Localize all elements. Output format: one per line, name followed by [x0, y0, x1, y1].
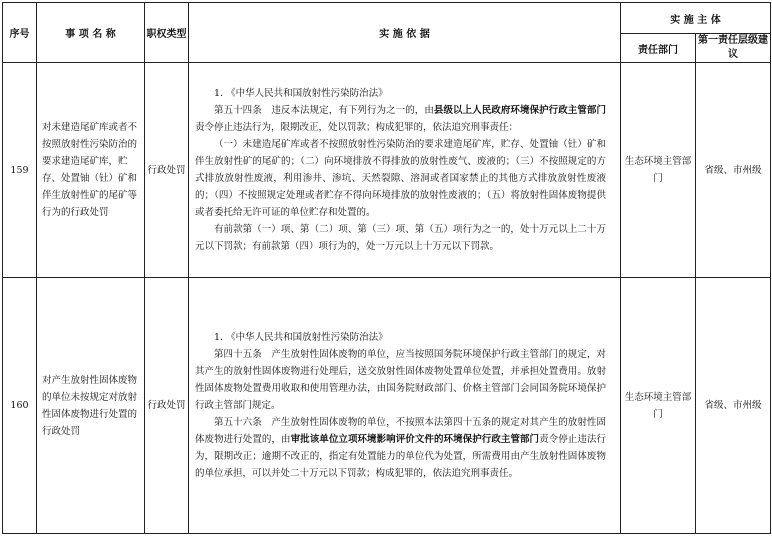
basis-law-title: 1. 《中华人民共和国放射性污染防治法》 [214, 88, 388, 99]
row-level: 省级、市州级 [696, 63, 771, 278]
row-basis [189, 278, 621, 534]
basis-article: 第四十五条 产生放射性固体废物的单位，应当按照国务院环境保护行政主管部门的规定，对其产生的放射性固体废物进行处理后，送交放射性固体废物处置单位处置，并承担处置费用。放射性固体废物处置费用收取和使用管理办法，由国务院财政部门、价格主管部门会同国务院环境保护行政主管部门规定。 [195, 349, 606, 411]
header-basis: 实 施 依 据 [189, 3, 621, 63]
row-authority-type: 行政处罚 [145, 278, 189, 534]
basis-law-title: 1. 《中华人民共和国放射性污染防治法》 [214, 332, 388, 343]
table-row [3, 278, 771, 534]
authority-table [2, 2, 771, 534]
row-level: 省级、市州级 [696, 278, 771, 534]
table-row [3, 63, 771, 278]
row-dept: 生态环境主管部门 [621, 278, 696, 534]
header-authority-type: 职权类型 [145, 3, 189, 63]
basis-penalty: 有前款第（一）项、第（二）项、第（三）项、第（五）项行为之一的，处十万元以上二十万元以下罚款；有前款第（四）项行为的，处一万元以上十万元以下罚款。 [195, 224, 606, 252]
basis-penalty: 第五十六条 产生放射性固体废物的单位，不按照本法第四十五条的规定对其产生的放射性固体废物进行处置的，由审批该单位立项环境影响评价文件的环境保护行政主管部门责令停止违法行为，限期改正；逾期不改正的，指定有处置能力的单位代为处置，所需费用由产生放射性固体废物的单位承担，可以并处二十万元以下罚款；构成犯罪的，依法追究刑事责任。 [195, 417, 606, 479]
header-dept: 责任部门 [621, 34, 696, 63]
row-no: 160 [3, 278, 37, 534]
basis-article: 第五十四条 违反本法规定，有下列行为之一的，由县级以上人民政府环境保护行政主管部门责令停止违法行为，限期改正，处以罚款；构成犯罪的，依法追究刑事责任： [195, 105, 606, 133]
row-item-name: 对产生放射性固体废物的单位未按规定对放射性固体废物进行处置的行政处罚 [37, 278, 145, 534]
row-dept: 生态环境主管部门 [621, 63, 696, 278]
header-level: 第一责任层级建议 [696, 34, 771, 63]
row-basis [189, 63, 621, 278]
header-item-name: 事 项 名 称 [37, 3, 145, 63]
row-no: 159 [3, 63, 37, 278]
row-item-name: 对未建造尾矿库或者不按照放射性污染防治的要求建造尾矿库，贮存、处置铀（钍）矿和伴生放射性矿的尾矿等行为的行政处罚 [37, 63, 145, 278]
header-no: 序号 [3, 3, 37, 63]
header-subject: 实 施 主 体 [621, 3, 771, 34]
basis-clauses: （一）未建造尾矿库或者不按照放射性污染防治的要求建造尾矿库，贮存、处置铀（钍）矿和伴生放射性矿的尾矿的；（二）向环境排放不得排放的放射性废气、废液的；（三）不按照规定的方式排放放射性废液，利用渗井、渗坑、天然裂隙、溶洞或者国家禁止的其他方式排放放射性废液的；（四）不按照规定处理或者贮存不得向环境排放的放射性废液的；（五）将放射性固体废物提供或者委托给无许可证的单位贮存和处置的。 [195, 139, 606, 218]
row-authority-type: 行政处罚 [145, 63, 189, 278]
